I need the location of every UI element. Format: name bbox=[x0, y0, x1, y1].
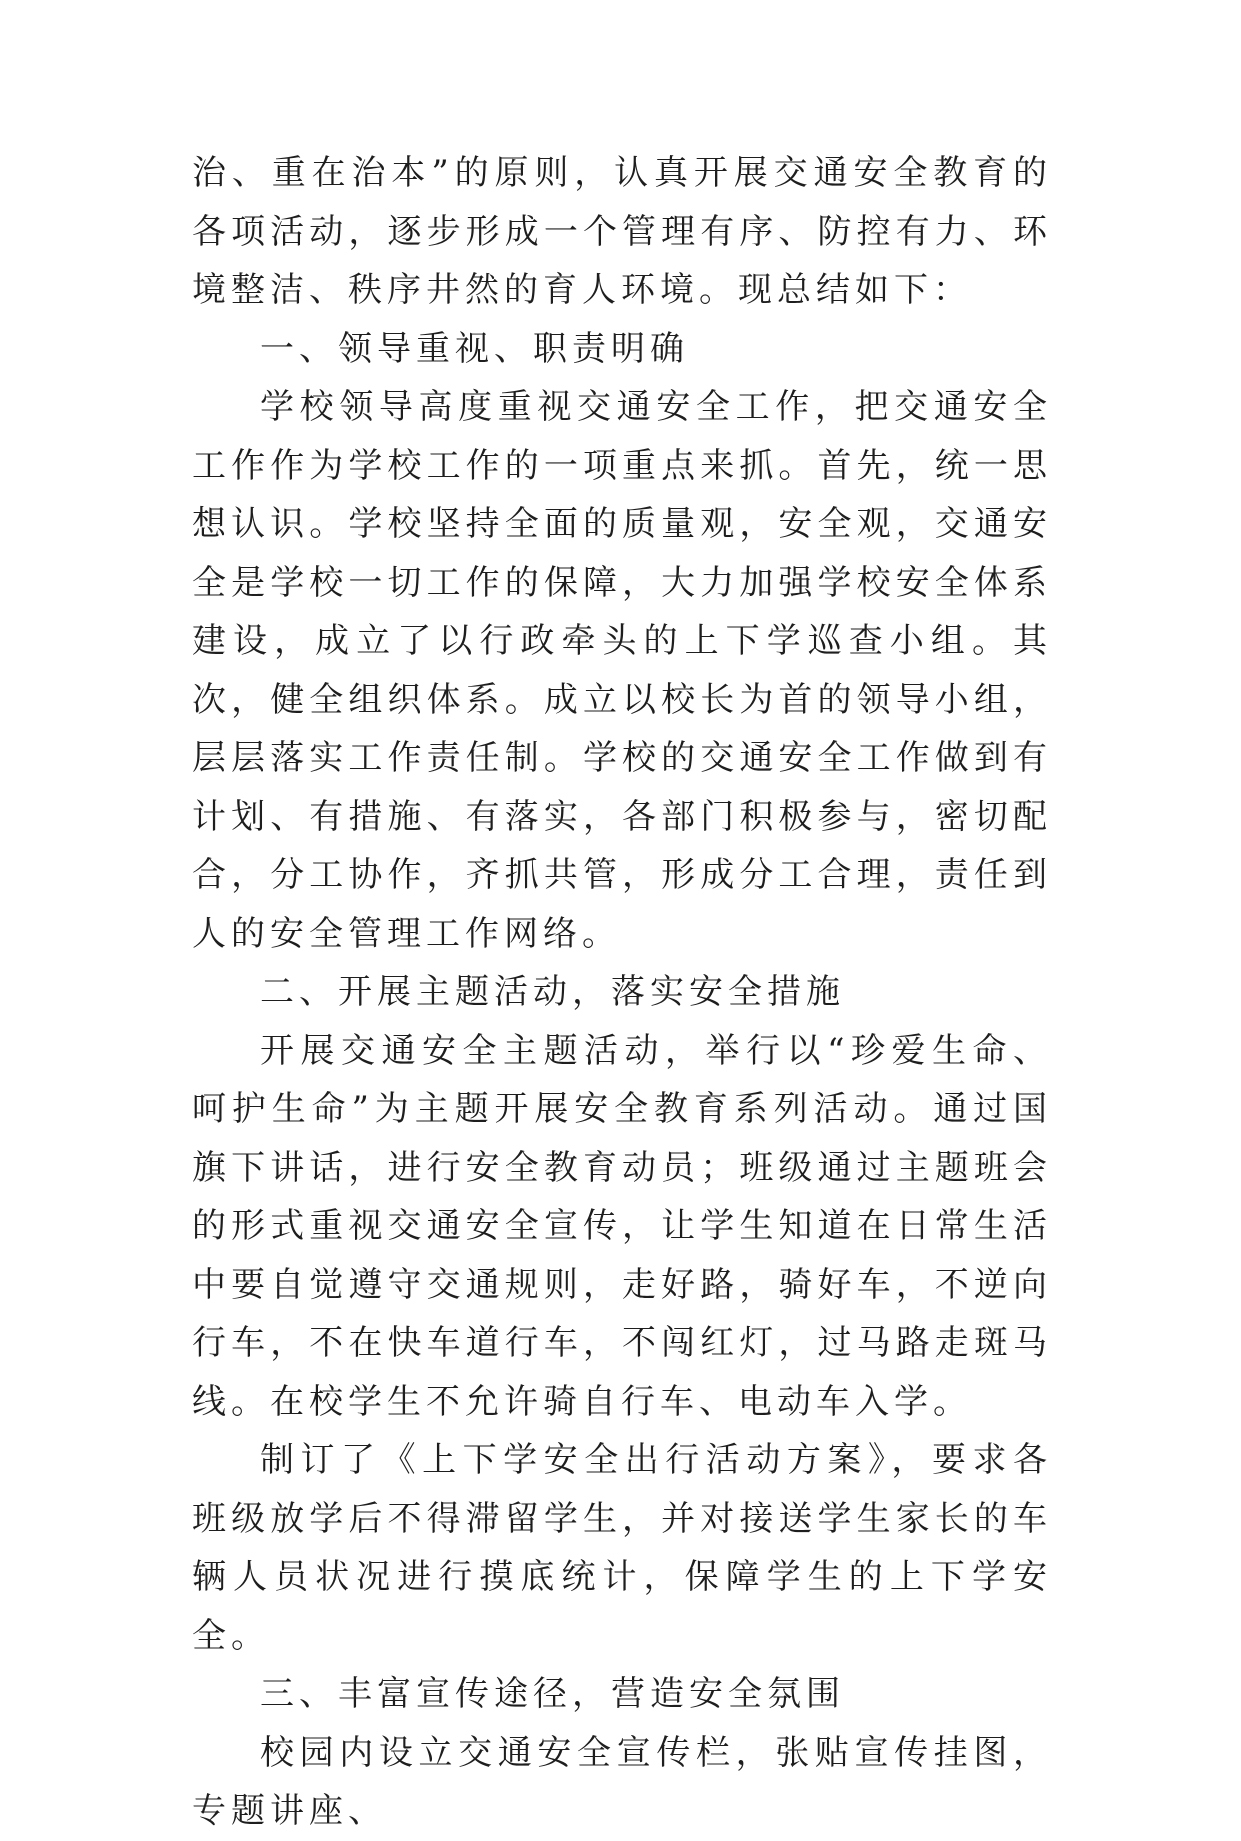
section-heading-1: 一、领导重视、职责明确 bbox=[260, 328, 689, 369]
section-heading-3: 三、丰富宣传途径，营造安全氛围 bbox=[260, 1674, 845, 1714]
paragraph-continuation: 治、重在治本”的原则，认真开展交通安全教育的各项活动，逐步形成一个管理有序、防控有力、环境整洁、秩序井然的育人环境。现总结如下： bbox=[192, 153, 1052, 310]
paragraph-leadership: 学校领导高度重视交通安全工作，把交通安全工作作为学校工作的一项重点来抓。首先，统一思想认识。学校坚持全面的质量观，安全观，交通安全是学校一切工作的保障，大力加强学校安全体系建设，成立了以行政牵头的上下学巡查小组。其次，健全组织体系。成立以校长为首的领导小组，层层落实工作责任制。学校的交通安全工作做到有计划、有措施、有落实，各部门积极参与，密切配合，分工协作，齐抓共管，形成分工合理，责任到人的安全管理工作网络。 bbox=[192, 387, 1052, 954]
paragraph-theme-activities: 开展交通安全主题活动，举行以“珍爱生命、呵护生命”为主题开展安全教育系列活动。通过国旗下讲话，进行安全教育动员；班级通过主题班会的形式重视交通安全宣传，让学生知道在日常生活中要自觉遵守交通规则，走好路，骑好车，不逆向行车，不在快车道行车，不闯红灯，过马路走斑马线。在校学生不允许骑自行车、电动车入学。 bbox=[192, 1030, 1052, 1422]
paragraph-travel-plan: 制订了《上下学安全出行活动方案》，要求各班级放学后不得滞留学生，并对接送学生家长的车辆人员状况进行摸底统计，保障学生的上下学安全。 bbox=[192, 1440, 1052, 1656]
document-page bbox=[192, 144, 1052, 1841]
paragraph-publicity: 校园内设立交通安全宣传栏，张贴宣传挂图，专题讲座、 bbox=[192, 1732, 1052, 1831]
section-heading-2: 二、开展主题活动，落实安全措施 bbox=[260, 972, 845, 1012]
